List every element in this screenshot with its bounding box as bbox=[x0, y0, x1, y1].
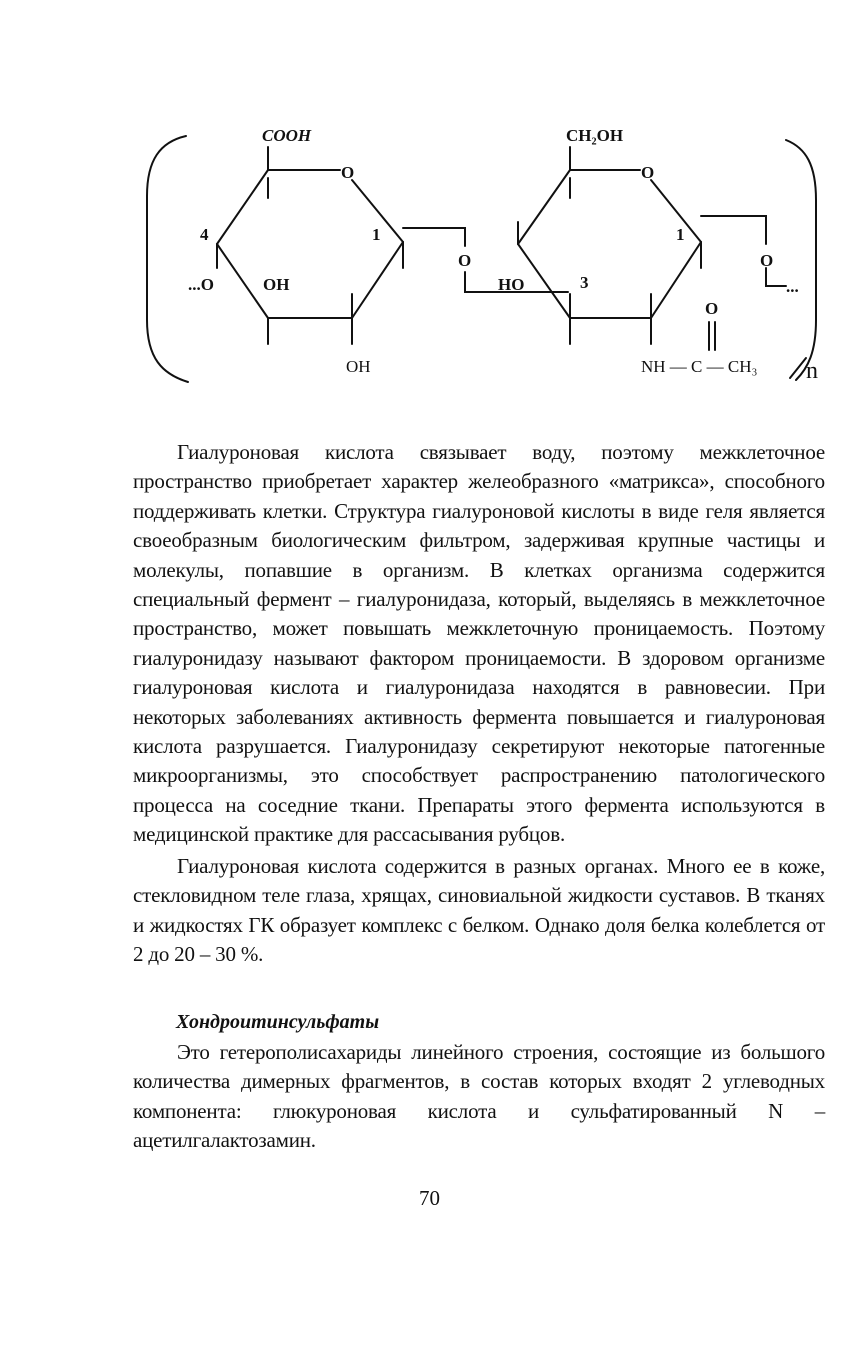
chain-bridge-right bbox=[701, 216, 766, 244]
hydroxyl-ho-label: HO bbox=[498, 275, 525, 294]
paragraph-hyaluronic-acid-function: Гиалуроновая кислота связывает воду, поэтому межклеточное пространство приобретает характер желеобразного «матрикса», способного поддерживать клетки. Структура гиалуроновой кислоты в виде геля является своеобразным биологическим фильтром, задерживая крупные частицы и молекулы, попавшие в организм. В клетках организма содержится специальный фермент – гиалуронидаза, который, выделяясь в межклеточное пространство, может повышать межклеточную проницаемость. Поэтому гиалуронидазу называют фактором проницаемости. В здоровом организме гиалуроновая кислота и гиалуронидаза находятся в равновесии. При некоторых заболеваниях активность фермента повышается и гиалуроновая кислота разрушается. Гиалуронидазу секретируют некоторые патогенные микроорганизмы, это способствует распространению патологического процесса на соседние ткани. Препараты этого фермента используются в медицинской практике для рассасывания рубцов. bbox=[133, 440, 825, 847]
carbon-1-label-ring2: 1 bbox=[676, 225, 685, 244]
ring-hydroxyl-label: OH bbox=[263, 275, 290, 294]
page-number: 70 bbox=[419, 1186, 440, 1210]
chemical-structure-diagram bbox=[0, 0, 859, 400]
ring1-oxygen-label: O bbox=[341, 163, 355, 182]
bridge-oxygen-label: O bbox=[458, 251, 472, 270]
carbonyl-oxygen-label: O bbox=[705, 299, 719, 318]
right-bracket bbox=[786, 140, 816, 380]
carbon-1-label-ring1: 1 bbox=[372, 225, 381, 244]
right-chain-dots: ... bbox=[786, 277, 799, 296]
ring-1 bbox=[217, 147, 403, 344]
chain-oxygen-left-label: ...O bbox=[188, 275, 214, 294]
bottom-hydroxyl-label: OH bbox=[346, 357, 371, 376]
glycosidic-bridge-1 bbox=[403, 228, 465, 246]
paragraph-hyaluronic-acid-location: Гиалуроновая кислота содержится в разных органах. Много ее в коже, стекловидном теле глаза, хрящах, синовиальной жидкости суставов. В тканях и жидкостях ГК образует комплекс с белком. Однако доля белка колеблется от 2 до 20 – 30 %. bbox=[133, 853, 825, 966]
repeat-n-label: n bbox=[806, 358, 818, 384]
left-bracket bbox=[147, 136, 188, 382]
paragraph-chondroitin-sulfates: Это гетерополисахариды линейного строения, состоящие из большого количества димерных фрагментов, в состав которых входят 2 углеводных компонента: глюкуроновая кислота и сульфатированный N – ацетилгалактозамин. bbox=[133, 1040, 825, 1153]
carbon-4-label: 4 bbox=[200, 225, 209, 244]
section-heading: Хондроитинсульфаты bbox=[176, 1011, 380, 1033]
ch2oh-label: CH₂OH bbox=[566, 126, 624, 145]
ring-2 bbox=[518, 147, 701, 344]
main-text bbox=[133, 438, 825, 969]
cooh-label: COOH bbox=[262, 126, 312, 145]
ring2-oxygen-label: O bbox=[641, 163, 655, 182]
right-oxygen-label: O bbox=[760, 251, 774, 270]
acetamido-label: NH — C — CH₃ bbox=[641, 357, 758, 376]
carbon-3-label: 3 bbox=[580, 273, 589, 292]
chain-bridge-right-2 bbox=[766, 268, 786, 286]
